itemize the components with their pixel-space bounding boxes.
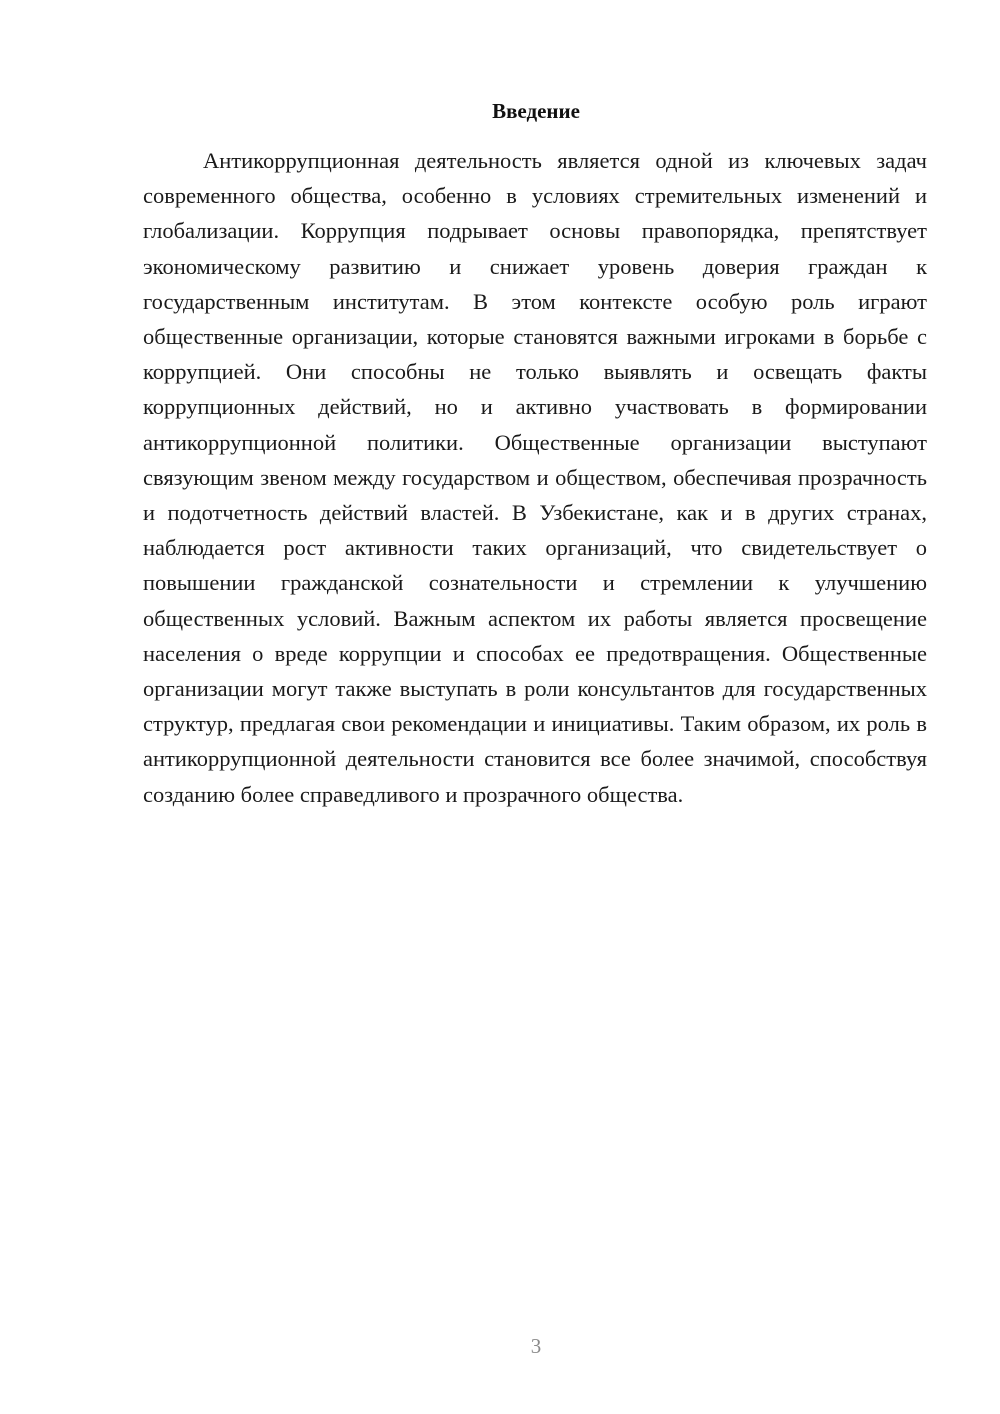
body-paragraph: Антикоррупционная деятельность является одной из ключевых задач современного общества, особенно в условиях стремительных изменений и глобализации. Коррупция подрывает основы правопорядка, препятствует экономическому развитию и снижает уровень доверия граждан к государственным институтам. В этом контексте особую роль играют общественные организации, которые становятся важными игроками в борьбе с коррупцией. Они способны не только выявлять и освещать факты коррупционных действий, но и активно участвовать в формировании антикоррупционной политики. Общественные организации выступают связующим звеном между государством и обществом, обеспечивая прозрачность и подотчетность действий властей. В Узбекистане, как и в других странах, наблюдается рост активности таких организаций, что свидетельствует о повышении гражданской сознательности и стремлении к улучшению общественных условий. Важным аспектом их работы является просвещение населения о вреде коррупции и способах ее предотвращения. Общественные организации могут также выступать в роли консультантов для государственных структур, предлагая свои рекомендации и инициативы. Таким образом, их роль в антикоррупционной деятельности становится все более значимой, способствуя созданию более справедливого и прозрачного общества. bbox=[143, 148, 927, 807]
section-heading: Введение bbox=[492, 99, 580, 123]
page-number: 3 bbox=[530, 1334, 542, 1358]
